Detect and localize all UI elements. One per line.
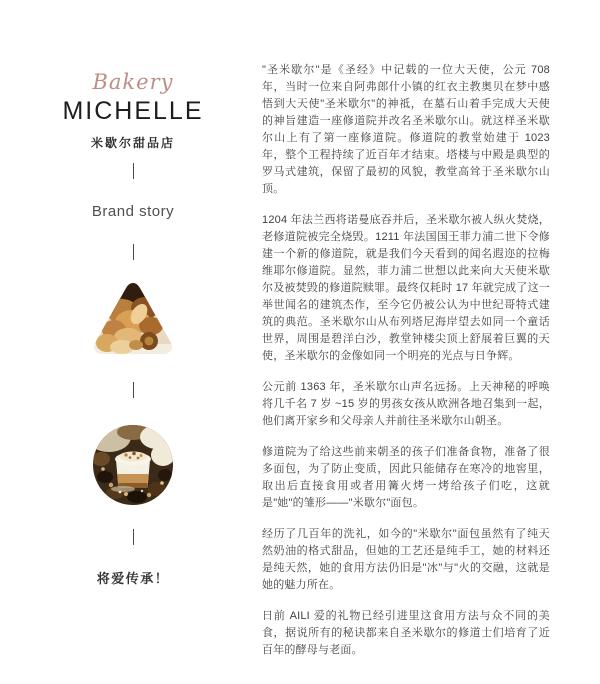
- story-paragraphs: [262, 62, 550, 673]
- story-paragraph: 日前 AILI 爱的礼物已经引进里这食用方法与众不同的美食，据说所有的秘诀都来自圣米歇尔的修道士们培育了近百年的酵母与老面。: [262, 610, 550, 656]
- bread-triangle-photo: [60, 281, 206, 364]
- section-label-brand-story: Brand story: [91, 203, 175, 220]
- dessert-cup-illustration: [93, 425, 173, 505]
- story-paragraph: "圣米歇尔"是《圣经》中记载的一位大天使，公元 708 年，当时一位来自阿弗郎什小镇的红衣主教奥贝在梦中感悟到大天使"圣米歇尔"的神祗，在墓石山着手完成大天使的神旨建造一座修道院并改名圣米歇尔山。就这样圣米歇尔山上有了第一座修道院。修道院的教堂始建于 1023 年，整个工程持续了近百年才结束。塔楼与中殿是典型的罗马式建筑，保留了最初的风貌，教堂高耸于圣米歇尔山顶。: [262, 64, 550, 195]
- vertical-divider: [133, 529, 134, 545]
- story-paragraph: 1204 年法兰西将诺曼底吞并后，圣米歇尔被人纵火焚烧，老修道院被完全烧毁。1211 年法国国王菲力浦二世下令修建一个新的修道院，就是我们今天看到的闻名遐迩的拉梅维耶尔修道院。显然，菲力浦二世想以此来向大天使米歇尔及被焚毁的修道院赎罪。最终仅耗时 17 年就完成了这一举世闻名的建筑杰作，至今它仍被公认为中世纪哥特式建筑的典范。圣米歇尔山从布列塔尼海岸望去如同一个童话世界，周围是碧洋白沙，教堂钟楼尖顶上舒展着巨翼的天使，圣米歇尔的金像如同一个明亮的光点与日争辉。: [262, 214, 550, 362]
- brand-script-wordmark: Bakery: [92, 70, 174, 94]
- brand-name: MICHELLE: [62, 97, 204, 125]
- vertical-divider: [133, 244, 134, 260]
- brand-subtitle-chinese: 米歇尔甜品店: [90, 136, 175, 150]
- vertical-divider: [133, 382, 134, 398]
- vertical-divider: [133, 163, 134, 179]
- dessert-cup-photo: [60, 425, 206, 510]
- brand-column: [60, 0, 206, 684]
- story-paragraph: 经历了几百年的洗礼，如今的"米歇尔"面包虽然有了纯天然奶油的格式甜品，但她的工艺还是纯手工，她的材料还是纯天然，她的食用方法仍旧是"冰"与"火的交融，这就是她的魅力所在。: [262, 528, 550, 591]
- brand-slogan: 将爱传承！: [96, 571, 170, 586]
- bread-triangle-illustration: [92, 281, 174, 359]
- story-paragraph: 公元前 1363 年，圣米歇尔山声名远扬。上天神秘的呼唤将几千名 7 岁 ~15 岁的男孩女孩从欧洲各地召集到一起，他们离开家乡和父母亲人并前往圣米歇尔山朝圣。: [262, 381, 550, 427]
- story-paragraph: 修道院为了给这些前来朝圣的孩子们准备食物，准备了很多面包，为了防止变质，因此只能储存在寒冷的地窖里，取出后直接食用或者用篝火烤一烤给孩子们吃，这就是"她"的雏形——"米歇尔"面包。: [262, 446, 550, 509]
